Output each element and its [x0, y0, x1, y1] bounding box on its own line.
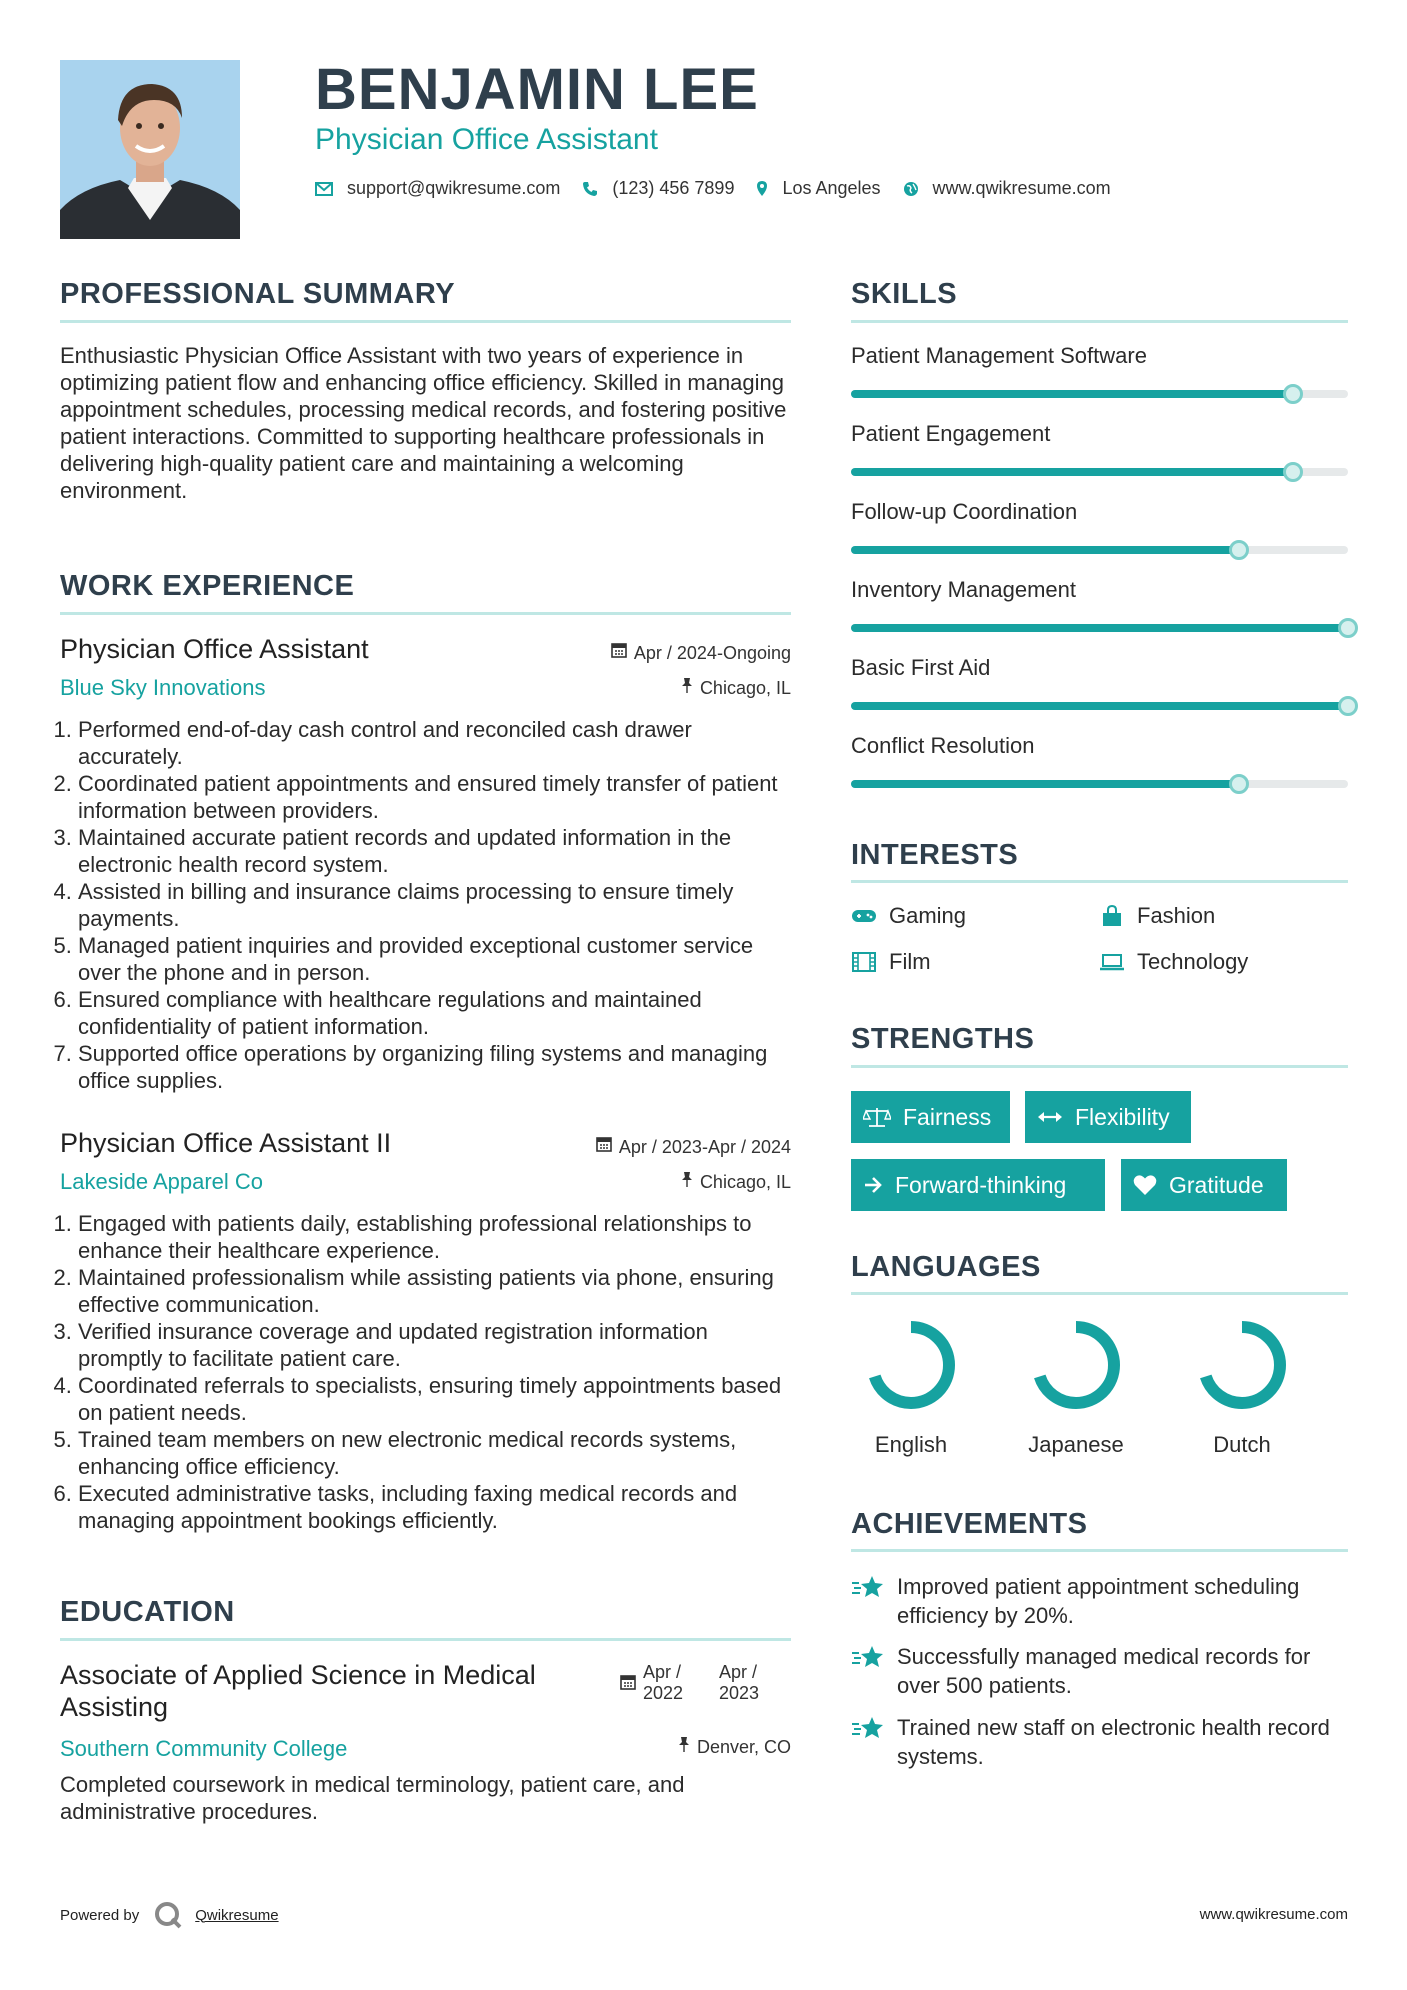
- job-location: [681, 1171, 791, 1193]
- list-item: 4. Coordinated referrals to specialists, ensuring timely appointments based on patient needs.: [78, 1372, 790, 1426]
- heart-icon: [1133, 1174, 1157, 1196]
- language-name: English: [874, 1432, 948, 1457]
- calendar-icon: [596, 1136, 612, 1158]
- website-text: www.qwikresume.com: [932, 178, 1111, 198]
- interests-divider: [851, 880, 1348, 883]
- list-item: 6. Ensured compliance with healthcare regulations and maintained confidentiality of patient information.: [78, 986, 790, 1040]
- job-date: [611, 642, 791, 664]
- calendar-icon: [611, 642, 627, 664]
- contact-location: [756, 178, 880, 199]
- interest-film: [851, 948, 931, 976]
- skill-bar-fill: [851, 702, 1348, 710]
- skill-bar-fill: [851, 780, 1239, 788]
- film-icon: [851, 952, 877, 972]
- strengths-heading: STRENGTHS: [851, 1023, 1035, 1055]
- languages-divider: [851, 1292, 1348, 1295]
- skill-bar-fill: [851, 390, 1293, 398]
- contact-bar: [315, 178, 1133, 199]
- education-start-date: Apr / 2022: [643, 1662, 684, 1703]
- powered-by-text: Powered by: [60, 1906, 140, 1924]
- achievement-text: Improved patient appointment scheduling efficiency by 20%.: [897, 1574, 1300, 1628]
- school-name: Southern Community College: [60, 1736, 348, 1761]
- map-pin-icon: [756, 180, 768, 197]
- job-location-text: Chicago, IL: [699, 1172, 791, 1192]
- list-item: 3. Verified insurance coverage and updated registration information promptly to facilitate patient care.: [78, 1318, 790, 1372]
- gamepad-icon: [851, 908, 877, 924]
- strength-label: Flexibility: [1075, 1103, 1170, 1130]
- skill-name: Conflict Resolution: [851, 733, 1035, 758]
- skill-bar-knob: [1338, 696, 1358, 716]
- skill-bar: [851, 780, 1348, 788]
- language-ring-arc: [1038, 1327, 1114, 1403]
- language-name: Japanese: [1028, 1432, 1124, 1457]
- job-location-text: Chicago, IL: [699, 678, 791, 698]
- phone-text: (123) 456 7899: [612, 178, 735, 198]
- job-title: Physician Office Assistant: [60, 634, 369, 664]
- arrow-right-icon: [863, 1176, 883, 1194]
- interest-label: Film: [889, 949, 931, 974]
- interests-heading: INTERESTS: [851, 839, 1019, 871]
- envelope-icon: [315, 182, 333, 196]
- skills-divider: [851, 320, 1348, 323]
- strength-tag: [851, 1159, 1105, 1211]
- language-ring-icon: [864, 1318, 958, 1412]
- skill-bar-knob: [1283, 384, 1303, 404]
- experience-divider: [60, 612, 791, 615]
- language-ring-icon: [1029, 1318, 1123, 1412]
- language-ring-icon: [1195, 1318, 1289, 1412]
- strength-label: Fairness: [903, 1103, 992, 1130]
- skill-bar-knob: [1283, 462, 1303, 482]
- achievements-heading: ACHIEVEMENTS: [851, 1508, 1088, 1540]
- list-item: 7. Supported office operations by organizing filing systems and managing office supplies.: [78, 1040, 790, 1094]
- list-item: 2. Maintained professionalism while assisting patients via phone, ensuring effective communication.: [78, 1264, 790, 1318]
- summary-heading: PROFESSIONAL SUMMARY: [60, 278, 456, 310]
- globe-icon: [903, 181, 919, 197]
- strength-tag: [851, 1091, 1010, 1143]
- footer-powered-by: [60, 1900, 279, 1930]
- list-item: 5. Managed patient inquiries and provided exceptional customer service over the phone and in person.: [78, 932, 790, 986]
- language-name: Dutch: [1213, 1432, 1271, 1457]
- skill-bar: [851, 546, 1348, 554]
- pushpin-icon: [678, 1736, 690, 1758]
- languages-heading: LANGUAGES: [851, 1251, 1041, 1283]
- footer-website[interactable]: www.qwikresume.com: [1199, 1906, 1348, 1923]
- list-item: 6. Executed administrative tasks, including faxing medical records and managing appointment bookings efficiently.: [78, 1480, 790, 1534]
- job-title: Physician Office Assistant II: [60, 1128, 392, 1158]
- skill-bar: [851, 468, 1348, 476]
- contact-email[interactable]: [315, 178, 560, 199]
- profile-photo: [60, 60, 240, 239]
- list-item: 1. Engaged with patients daily, establishing professional relationships to enhance their healthcare experience.: [78, 1210, 790, 1264]
- skill-bar-knob: [1229, 774, 1249, 794]
- strength-tag: [1025, 1091, 1191, 1143]
- interest-label: Fashion: [1137, 903, 1216, 928]
- education-description: Completed coursework in medical terminology, patient care, and administrative procedures.: [60, 1772, 685, 1824]
- skill-bar: [851, 702, 1348, 710]
- education-location: [678, 1736, 791, 1758]
- pushpin-icon: [681, 677, 693, 699]
- interest-label: Technology: [1137, 949, 1249, 974]
- list-item: 2. Coordinated patient appointments and ensured timely transfer of patient information between providers.: [78, 770, 790, 824]
- skill-bar-knob: [1229, 540, 1249, 560]
- summary-text: Enthusiastic Physician Office Assistant with two years of experience in optimizing patient flow and enhancing office efficiency. Skilled in managing appointment schedules, processing medical records, and fostering positive patient interactions. Committed to supporting healthcare professionals in delivering high-quality patient care and maintaining a welcoming environment.: [60, 343, 787, 503]
- achievements-divider: [851, 1549, 1348, 1552]
- phone-icon: [582, 181, 598, 197]
- arrows-horizontal-icon: [1037, 1110, 1063, 1124]
- language-item: [1167, 1318, 1317, 1458]
- skill-bar-fill: [851, 468, 1293, 476]
- job-location: [681, 677, 791, 699]
- skill-bar: [851, 624, 1348, 632]
- person-portrait-icon: [60, 60, 240, 239]
- interest-label: Gaming: [889, 903, 967, 928]
- email-text: support@qwikresume.com: [347, 178, 561, 198]
- skill-bar-knob: [1338, 618, 1358, 638]
- job-date-text: Apr / 2023-Apr / 2024: [618, 1137, 791, 1157]
- language-ring-arc: [873, 1327, 949, 1403]
- strength-tag: [1121, 1159, 1287, 1211]
- strengths-divider: [851, 1065, 1348, 1068]
- achievement-item: [851, 1713, 1348, 1771]
- skill-bar-fill: [851, 546, 1239, 554]
- language-item: [836, 1318, 986, 1458]
- job-date-text: Apr / 2024-Ongoing: [633, 643, 791, 663]
- skill-name: Basic First Aid: [851, 655, 991, 680]
- education-date: [620, 1662, 781, 1704]
- job-bullets: [60, 1210, 790, 1534]
- shooting-star-icon: [851, 1574, 885, 1630]
- company-name: Lakeside Apparel Co: [60, 1169, 264, 1194]
- skill-name: Follow-up Coordination: [851, 499, 1078, 524]
- shopping-bag-icon: [1099, 905, 1125, 927]
- list-item: 3. Maintained accurate patient records and updated information in the electronic health record system.: [78, 824, 790, 878]
- laptop-icon: [1099, 953, 1125, 971]
- contact-website[interactable]: [903, 178, 1111, 199]
- skill-bar-fill: [851, 624, 1348, 632]
- location-text: Los Angeles: [782, 178, 881, 198]
- skill-name: Patient Management Software: [851, 343, 1147, 368]
- achievement-text: Successfully managed medical records for over 500 patients.: [897, 1644, 1311, 1698]
- summary-divider: [60, 320, 791, 323]
- degree-title: Associate of Applied Science in Medical Assisting: [60, 1660, 536, 1722]
- education-divider: [60, 1638, 791, 1641]
- language-ring-arc: [1204, 1327, 1280, 1403]
- list-item: 4. Assisted in billing and insurance claims processing to ensure timely payments.: [78, 878, 790, 932]
- interest-fashion: [1099, 902, 1215, 930]
- company-name: Blue Sky Innovations: [60, 675, 266, 700]
- strength-label: Forward-thinking: [895, 1171, 1067, 1198]
- skill-name: Inventory Management: [851, 577, 1077, 602]
- balance-scale-icon: [863, 1106, 891, 1128]
- education-end-date: Apr / 2023: [719, 1662, 760, 1703]
- contact-phone[interactable]: [582, 178, 734, 199]
- skill-name: Patient Engagement: [851, 421, 1051, 446]
- strength-label: Gratitude: [1169, 1171, 1264, 1198]
- experience-heading: WORK EXPERIENCE: [60, 570, 355, 602]
- job-date: [596, 1136, 791, 1158]
- education-heading: EDUCATION: [60, 1596, 235, 1628]
- achievement-item: [851, 1642, 1348, 1700]
- list-item: 1. Performed end-of-day cash control and reconciled cash drawer accurately.: [78, 716, 790, 770]
- skills-heading: SKILLS: [851, 278, 958, 310]
- candidate-name: BENJAMIN LEE: [315, 57, 759, 122]
- shooting-star-icon: [851, 1715, 885, 1771]
- calendar-icon: [620, 1674, 636, 1696]
- education-location-text: Denver, CO: [696, 1737, 791, 1757]
- language-item: [1001, 1318, 1151, 1458]
- qwikresume-link[interactable]: Qwikresume: [195, 1906, 279, 1924]
- achievement-text: Trained new staff on electronic health record systems.: [897, 1715, 1330, 1769]
- pushpin-icon: [681, 1171, 693, 1193]
- qwikresume-logo-icon: [153, 1900, 183, 1930]
- job-bullets: [60, 716, 790, 1094]
- interest-technology: [1099, 948, 1248, 976]
- shooting-star-icon: [851, 1644, 885, 1700]
- candidate-title: Physician Office Assistant: [315, 123, 658, 156]
- achievement-item: [851, 1572, 1348, 1630]
- interest-gaming: [851, 902, 966, 930]
- list-item: 5. Trained team members on new electronic medical records systems, enhancing office efficiency.: [78, 1426, 790, 1480]
- skill-bar: [851, 390, 1348, 398]
